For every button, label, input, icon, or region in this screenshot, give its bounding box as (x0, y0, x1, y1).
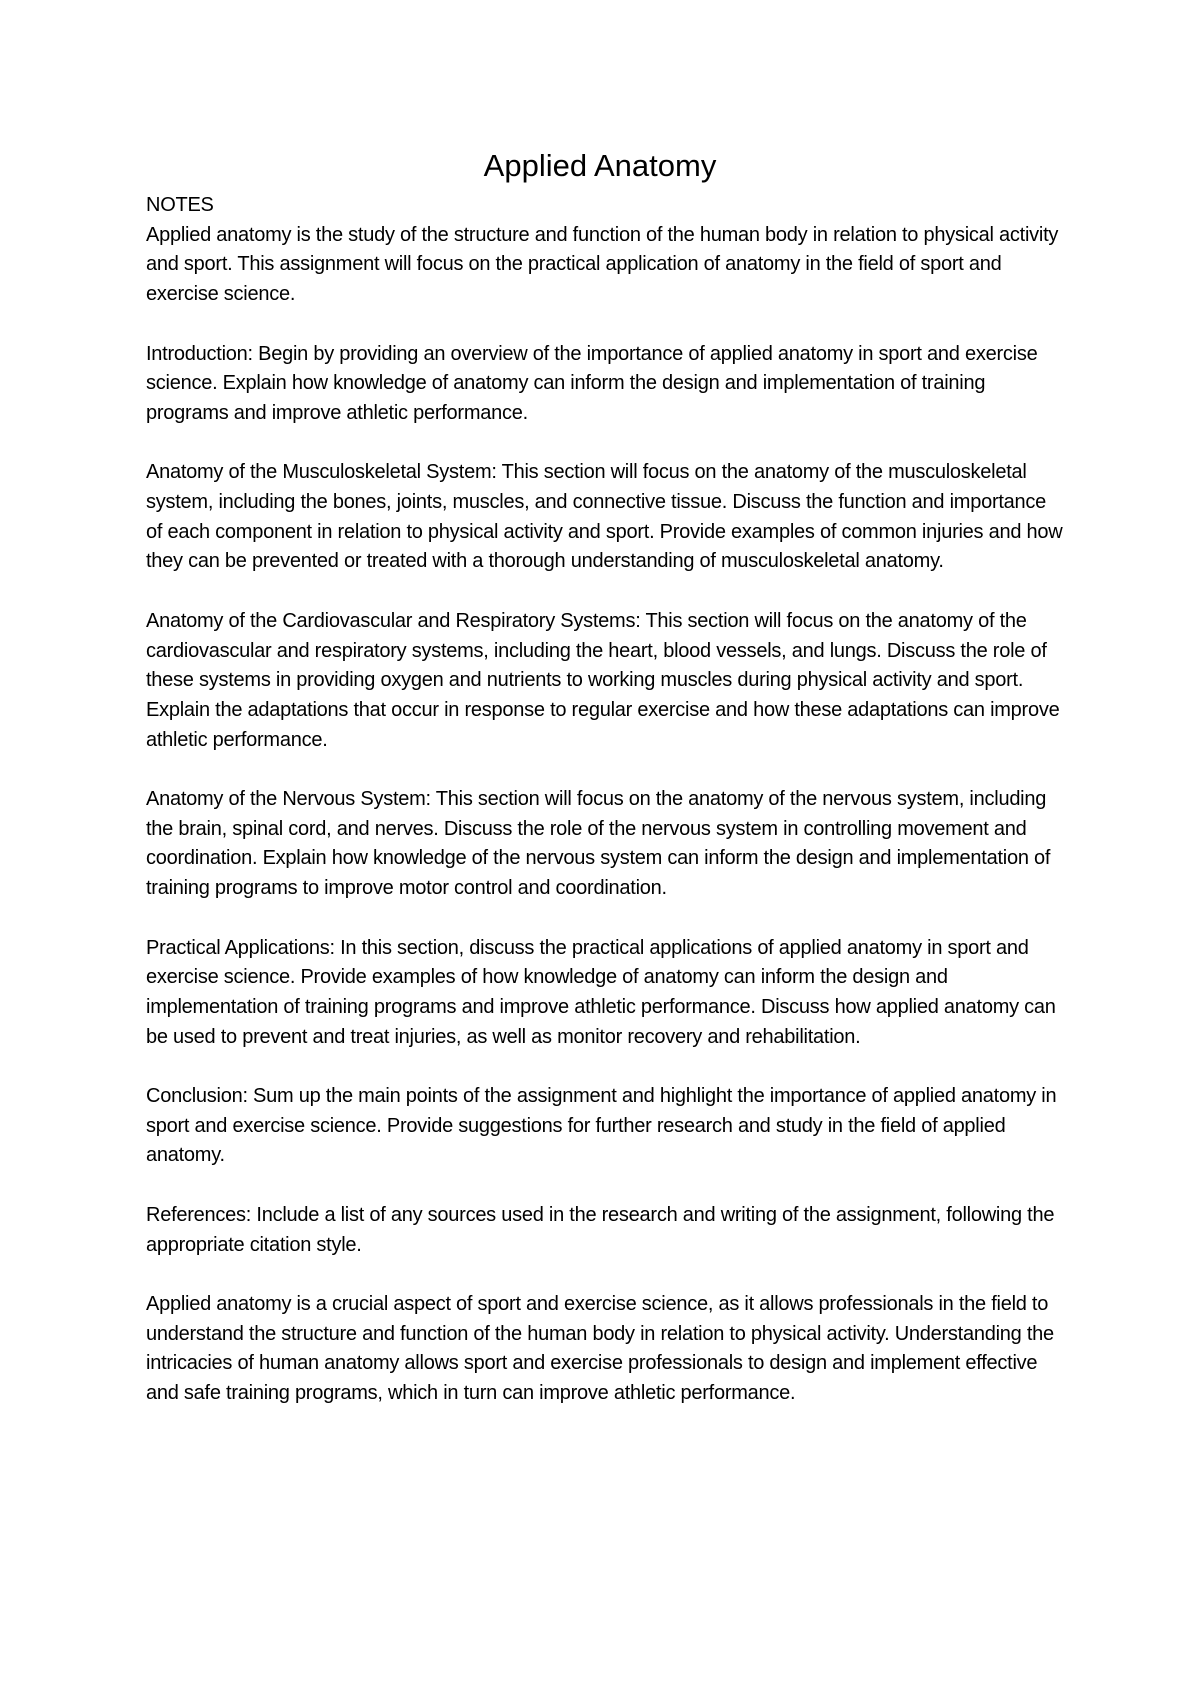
paragraph-references: References: Include a list of any sources used in the research and writing of the assignment, following the appropriate citation style. (146, 1203, 1055, 1256)
paragraph-conclusion: Conclusion: Sum up the main points of the assignment and highlight the importance of applied anatomy in sport and exercise science. Provide suggestions for further research and study in the field of applied anatomy. (146, 1085, 1057, 1167)
paragraph-intro-definition: Applied anatomy is the study of the structure and function of the human body in relation to physical activity and sport. This assignment will focus on the practical application of anatomy in the field of sport and exercise science. (146, 223, 1059, 306)
page-title: Applied Anatomy (483, 148, 717, 183)
paragraph-musculoskeletal: Anatomy of the Musculoskeletal System: This section will focus on the anatomy of the musculoskeletal system, including the bones, joints, muscles, and connective tissue. Discuss the function and importance of each component in relation to physical activity and sport. Provide examples of common injuries and how they can be prevented or treated with a thorough understanding of musculoskeletal anatomy. (146, 461, 1063, 573)
paragraph-closing: Applied anatomy is a crucial aspect of sport and exercise science, as it allows professionals in the field to understand the structure and function of the human body in relation to physical activity. Understanding the intricacies of human anatomy allows sport and exercise professionals to design and implement effective and safe training programs, which in turn can improve athletic performance. (146, 1292, 1054, 1404)
paragraph-practical-applications: Practical Applications: In this section, discuss the practical applications of applied anatomy in sport and exercise science. Provide examples of how knowledge of anatomy can inform the design and implementation of training programs and improve athletic performance. Discuss how applied anatomy can be used to prevent and treat injuries, as well as monitor recovery and rehabilitation. (146, 936, 1056, 1048)
document-body (146, 191, 1066, 1409)
notes-label: NOTES (146, 194, 214, 216)
paragraph-cardiovascular: Anatomy of the Cardiovascular and Respiratory Systems: This section will focus on the anatomy of the cardiovascular and respiratory systems, including the heart, blood vessels, and lungs. Discuss the role of these systems in providing oxygen and nutrients to working muscles during physical activity and sport. Explain the adaptations that occur in response to regular exercise and how these adaptations can improve athletic performance. (146, 609, 1060, 751)
paragraph-introduction: Introduction: Begin by providing an overview of the importance of applied anatomy in sport and exercise science. Explain how knowledge of anatomy can inform the design and implementation of training programs and improve athletic performance. (146, 342, 1038, 424)
paragraph-nervous-system: Anatomy of the Nervous System: This section will focus on the anatomy of the nervous system, including the brain, spinal cord, and nerves. Discuss the role of the nervous system in controlling movement and coordination. Explain how knowledge of the nervous system can inform the design and implementation of training programs to improve motor control and coordination. (146, 788, 1051, 900)
